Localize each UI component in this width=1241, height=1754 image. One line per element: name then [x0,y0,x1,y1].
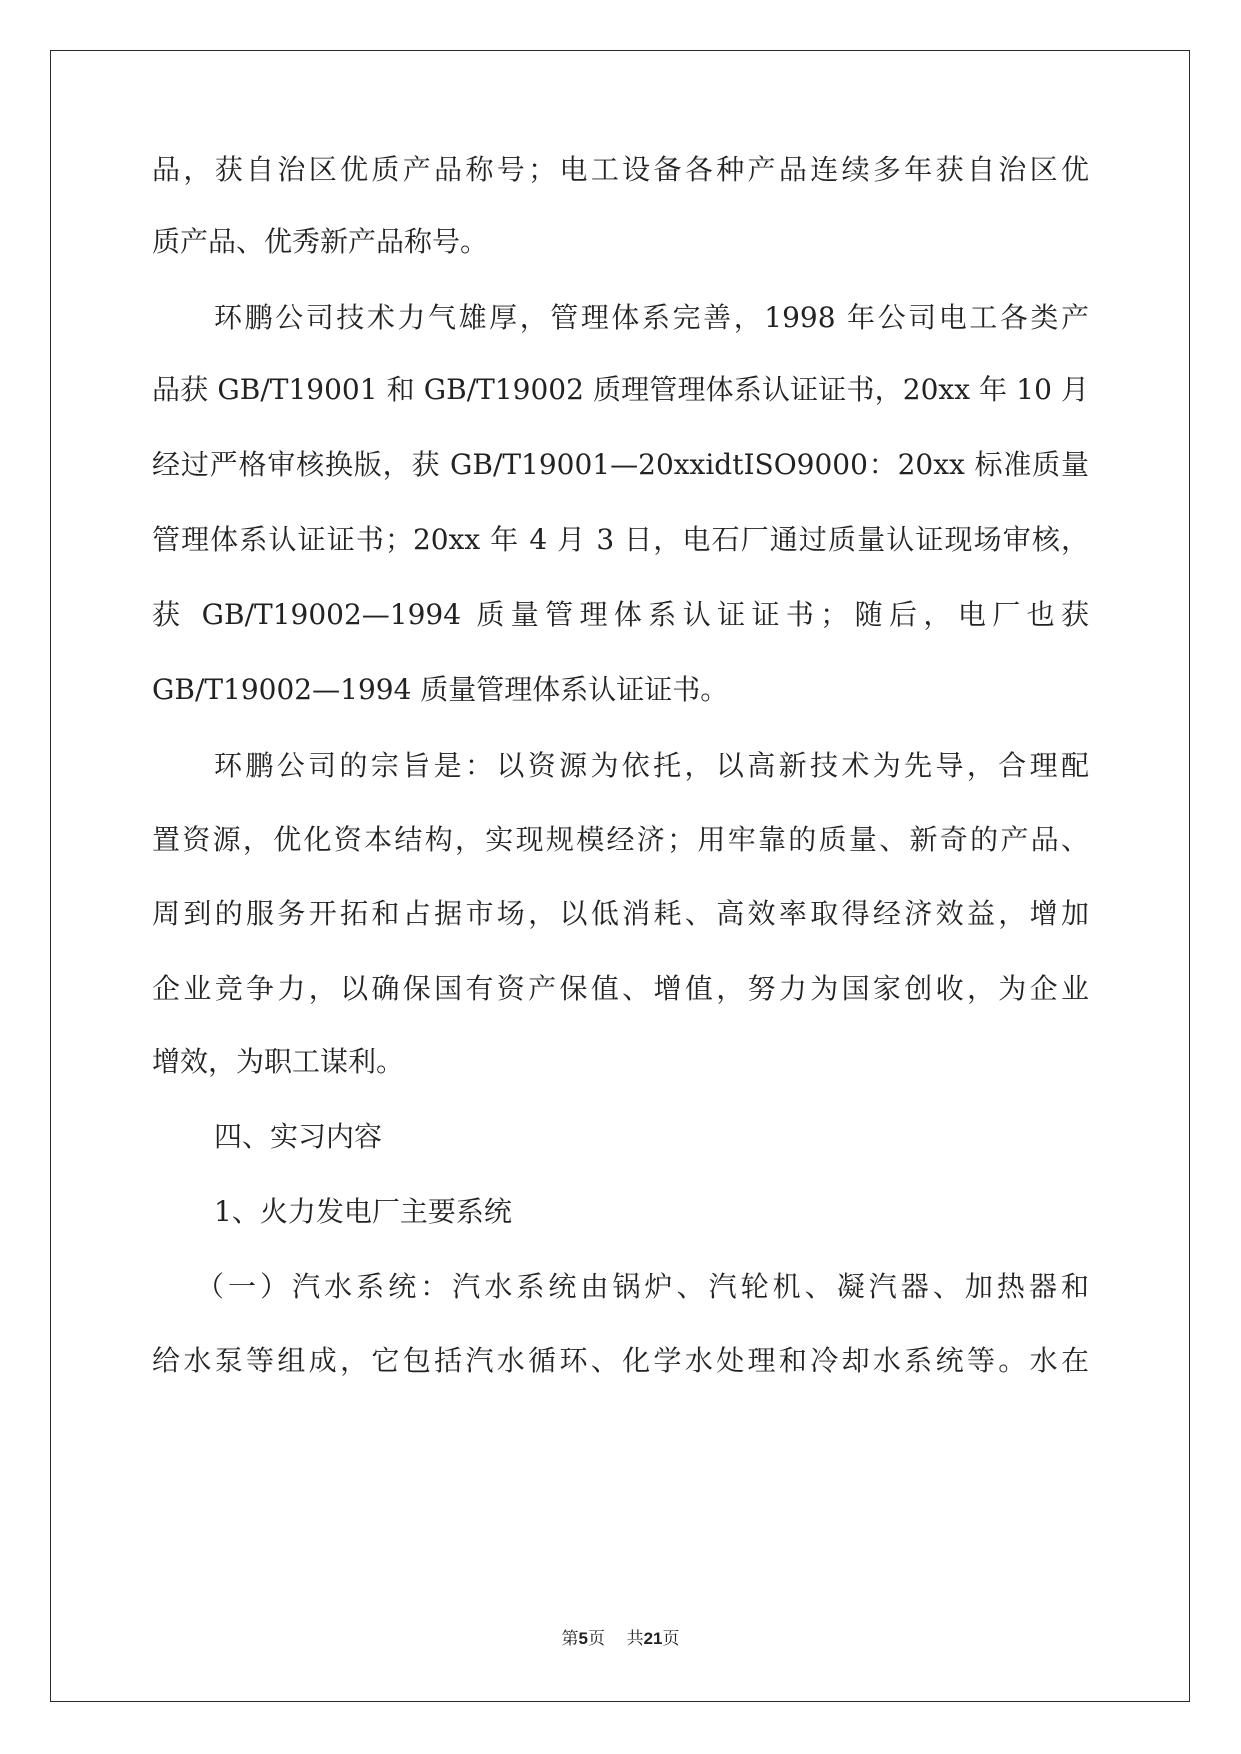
subsection-heading: 1、火力发电厂主要系统 [214,1195,512,1228]
body-line: 给水泵等组成，它包括汽水循环、化学水处理和冷却水系统等。水在 [152,1344,1089,1377]
footer-total-suffix: 页 [662,1629,680,1649]
footer-total-pages: 21 [643,1629,663,1648]
body-line: 置资源，优化资本结构，实现规模经济；用牢靠的质量、新奇的产品、 [152,823,1089,856]
body-line: 管理体系认证证书；20xx 年 4 月 3 日，电石厂通过质量认证现场审核， [152,523,1089,556]
footer-page-suffix: 页 [587,1629,605,1649]
body-line: GB/T19002—1994 质量管理体系认证证书。 [152,673,729,706]
body-line: 品，获自治区优质产品称号；电工设备各种产品连续多年获自治区优 [152,153,1089,186]
body-line: 周到的服务开拓和占据市场，以低消耗、高效率取得经济效益，增加 [152,897,1089,930]
body-line: （一）汽水系统：汽水系统由锅炉、汽轮机、凝汽器、加热器和 [196,1270,1089,1303]
body-line: 品获 GB/T19001 和 GB/T19002 质理管理体系认证证书，20xx 年 10 月 [152,373,1089,406]
page-footer [0,1624,1241,1649]
body-line: 获 GB/T19002—1994 质量管理体系认证证书；随后，电厂也获 [152,598,1089,631]
body-line: 环鹏公司技术力气雄厚，管理体系完善，1998 年公司电工各类产 [214,301,1089,334]
body-line: 经过严格审核换版，获 GB/T19001—20xxidtISO9000：20xx 标准质量 [152,448,1089,481]
body-line: 企业竞争力，以确保国有资产保值、增值，努力为国家创收，为企业 [152,972,1089,1005]
body-line: 增效，为职工谋利。 [152,1045,405,1078]
section-heading: 四、实习内容 [214,1120,383,1153]
body-line: 质产品、优秀新产品称号。 [152,225,489,258]
body-line: 环鹏公司的宗旨是：以资源为依托，以高新技术为先导，合理配 [214,749,1089,782]
footer-total-prefix: 共 [626,1629,644,1649]
footer-page-number: 5 [578,1629,588,1648]
footer-prefix: 第 [561,1629,579,1649]
